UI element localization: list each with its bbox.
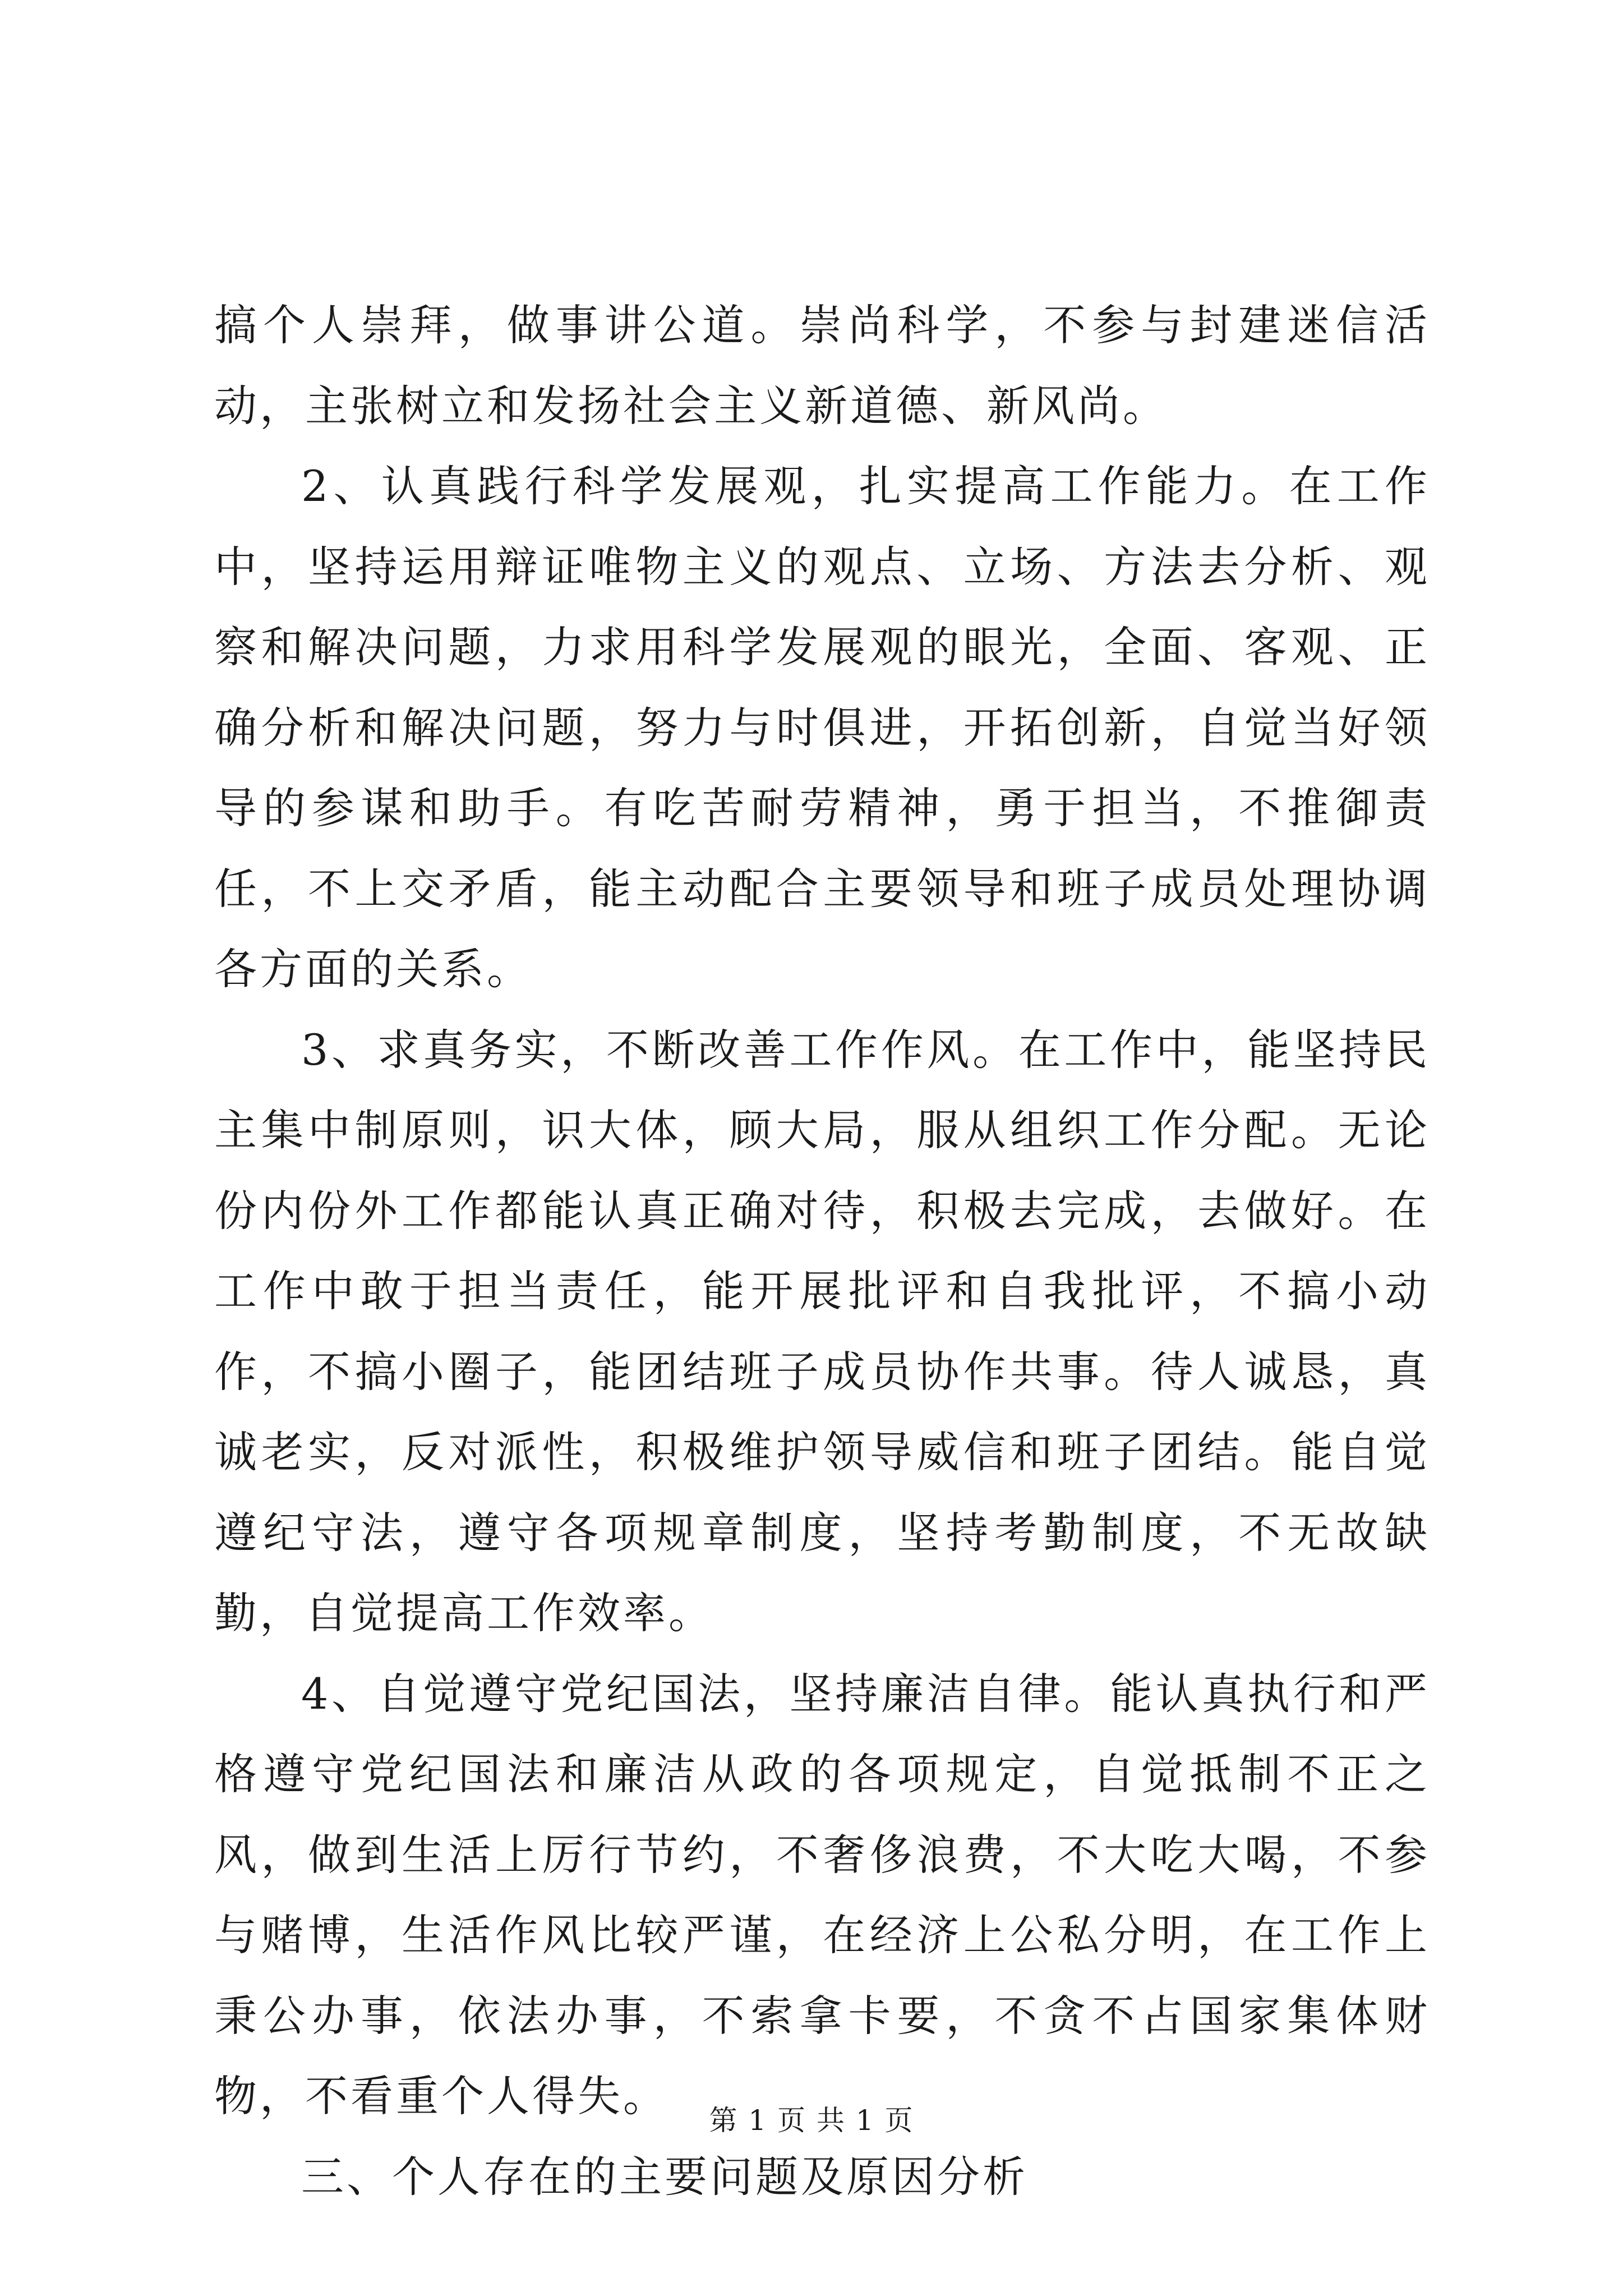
- paragraph-continuation: 搞个人崇拜，做事讲公道。崇尚科学，不参与封建迷信活动，主张树立和发扬社会主义新道德、新风尚。: [214, 300, 1430, 431]
- section-heading-3: 三、个人存在的主要问题及原因分析: [301, 2151, 1028, 2202]
- paragraph-item-2: 2、认真践行科学发展观，扎实提高工作能力。在工作中，坚持运用辩证唯物主义的观点、立场、方法去分析、观察和解决问题，力求用科学发展观的眼光，全面、客观、正确分析和解决问题，努力与时俱进，开拓创新，自觉当好领导的参谋和助手。有吃苦耐劳精神，勇于担当，不推御责任，不上交矛盾，能主动配合主要领导和班子成员处理协调各方面的关系。: [214, 461, 1430, 994]
- paragraph-item-3: 3、求真务实，不断改善工作作风。在工作中，能坚持民主集中制原则，识大体，顾大局，服从组织工作分配。无论份内份外工作都能认真正确对待，积极去完成，去做好。在工作中敢于担当责任，能开展批评和自我批评，不搞小动作，不搞小圈子，能团结班子成员协作共事。待人诚恳，真诚老实，反对派性，积极维护领导威信和班子团结。能自觉遵纪守法，遵守各项规章制度，坚持考勤制度，不无故缺勤，自觉提高工作效率。: [214, 1024, 1430, 1638]
- paragraph-item-4: 4、自觉遵守党纪国法，坚持廉洁自律。能认真执行和严格遵守党纪国法和廉洁从政的各项规定，自觉抵制不正之风，做到生活上厉行节约，不奢侈浪费，不大吃大喝，不参与赌博，生活作风比较严谨，在经济上公私分明，在工作上秉公办事，依法办事，不索拿卡要，不贪不占国家集体财物，不看重个人得失。: [214, 1668, 1430, 2121]
- page-footer: 第 1 页 共 1 页: [709, 2104, 914, 2137]
- document-body: [214, 285, 1430, 2217]
